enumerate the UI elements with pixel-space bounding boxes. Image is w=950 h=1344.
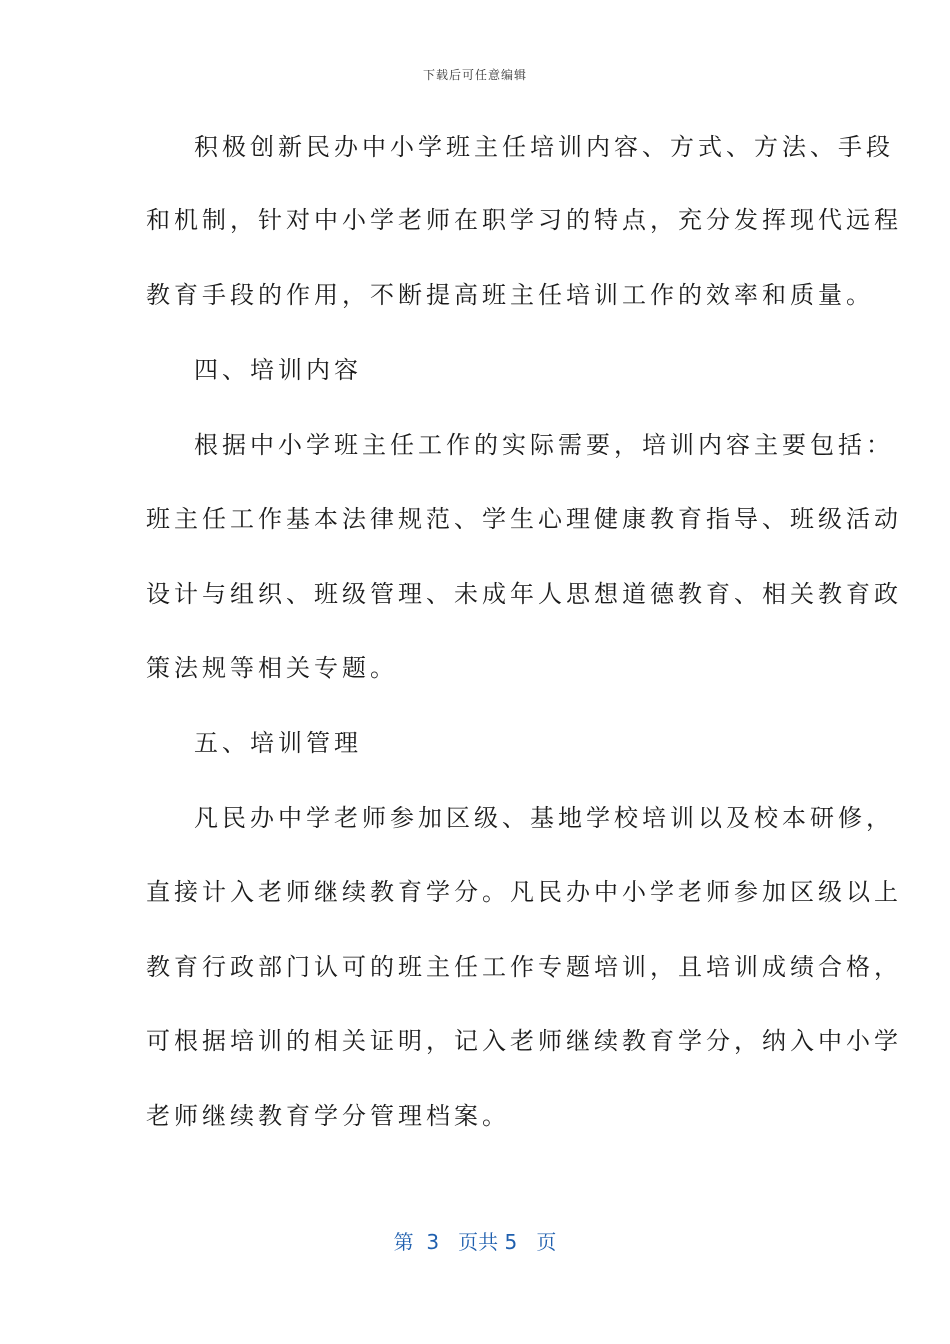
- section-heading: 四、培训内容: [194, 356, 362, 384]
- paragraph-line: 根据中小学班主任工作的实际需要，培训内容主要包括：: [194, 431, 894, 459]
- page-number: 第 3 页共 5 页: [393, 1230, 557, 1254]
- paragraph-line: 凡民办中学老师参加区级、基地学校培训以及校本研修，: [194, 804, 894, 832]
- paragraph-line: 班主任工作基本法律规范、学生心理健康教育指导、班级活动: [146, 505, 902, 533]
- header-note: 下载后可任意编辑: [422, 68, 527, 82]
- paragraph-line: 设计与组织、班级管理、未成年人思想道德教育、相关教育政: [146, 580, 902, 608]
- paragraph-line: 策法规等相关专题。: [146, 654, 398, 682]
- paragraph-line: 和机制，针对中小学老师在职学习的特点，充分发挥现代远程: [146, 206, 902, 234]
- paragraph-line: 可根据培训的相关证明，记入老师继续教育学分，纳入中小学: [146, 1027, 902, 1055]
- section-heading: 五、培训管理: [194, 729, 362, 757]
- paragraph-line: 老师继续教育学分管理档案。: [146, 1102, 510, 1130]
- paragraph-line: 直接计入老师继续教育学分。凡民办中小学老师参加区级以上: [146, 878, 902, 906]
- paragraph-line: 积极创新民办中小学班主任培训内容、方式、方法、手段: [194, 133, 894, 161]
- paragraph-line: 教育手段的作用，不断提高班主任培训工作的效率和质量。: [146, 281, 874, 309]
- paragraph-line: 教育行政部门认可的班主任工作专题培训，且培训成绩合格，: [146, 953, 902, 981]
